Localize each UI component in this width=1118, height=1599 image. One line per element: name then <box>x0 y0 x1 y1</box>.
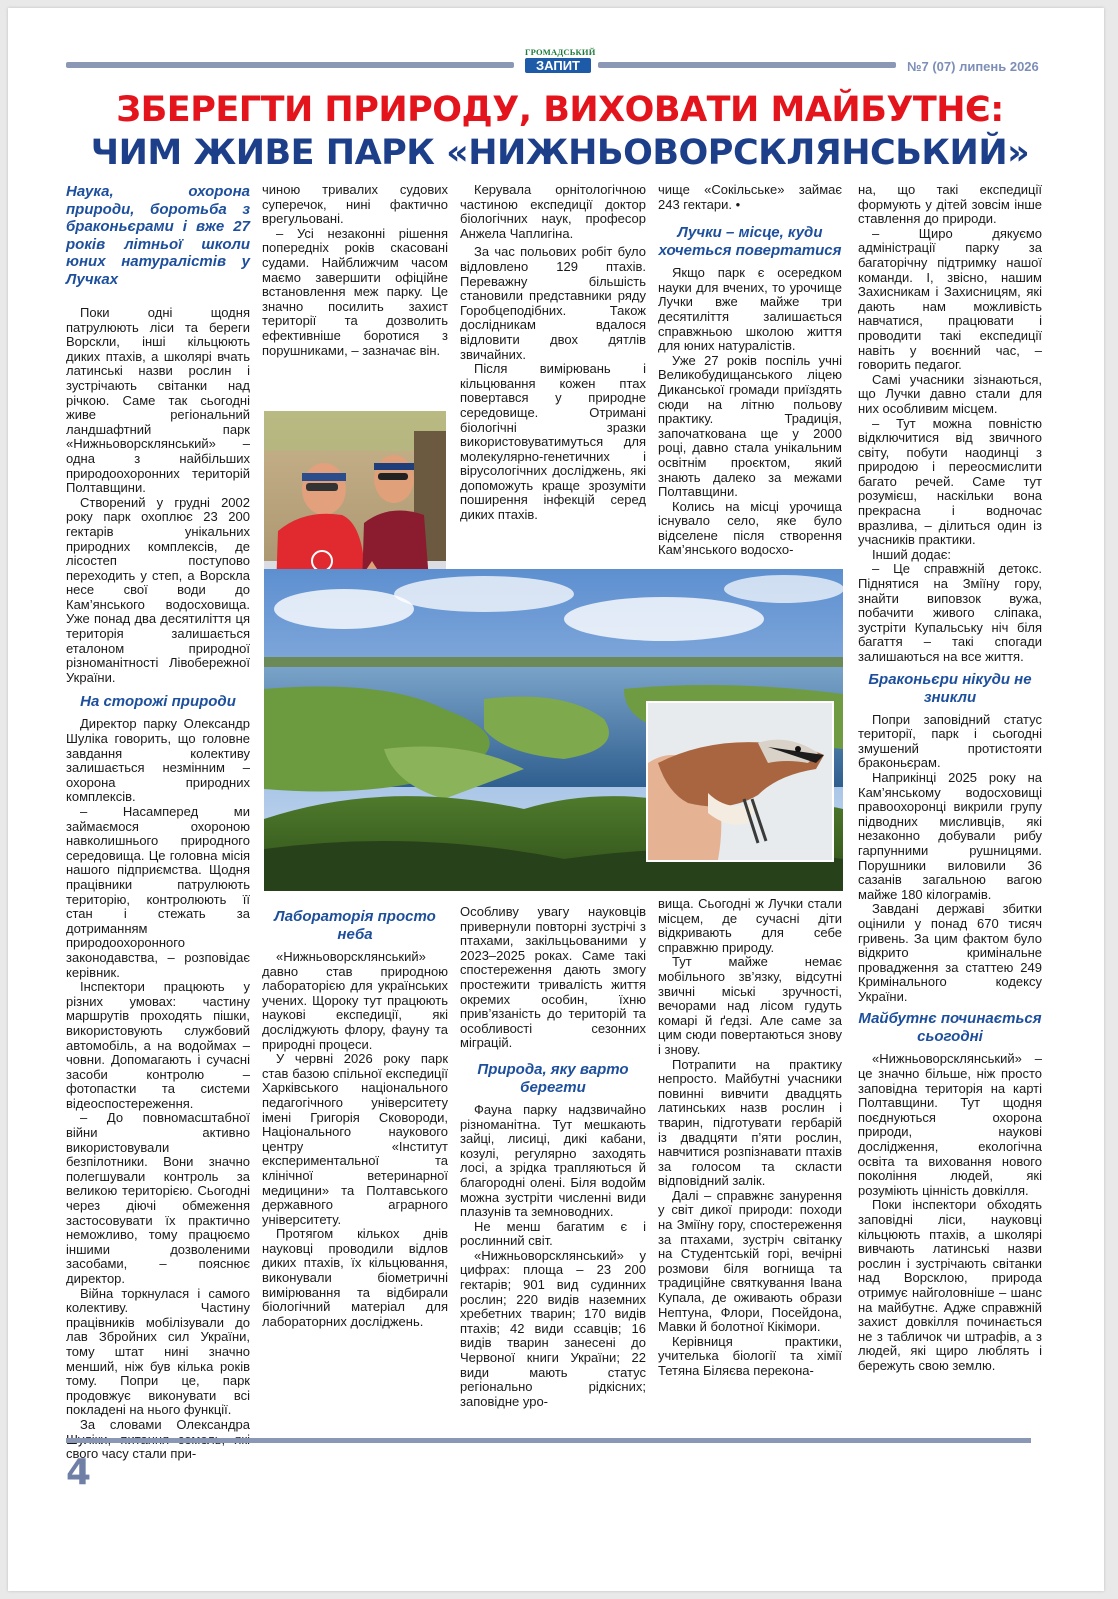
column-5 <box>858 183 1042 1423</box>
paragraph: Колись на місці урочища існувало село, яке було відселене після створення Кам’янського водосхо- <box>658 498 842 558</box>
paragraph: Завдані державі збитки оцінили у понад 670 тисяч гривень. За цим фактом було відкрито кримінальне провадження за статтею 249 Кримінального кодексу України. <box>858 901 1042 1004</box>
paragraph: Попри заповідний статус території, парк і сьогодні змушений протистояти браконьєрам. <box>858 711 1042 771</box>
footer-rule <box>66 1438 1031 1443</box>
page-number: 4 <box>66 1452 92 1493</box>
logo-top-text: ГРОМАДСЬКИЙ <box>525 47 596 57</box>
paragraph: – Насамперед ми займаємося охороною навколишнього природного середовища. Це головна місія нашого підприємства. Щодня працівники патрулюють територію, контролюють її стан і стежать за дотриманням природоохоронного законодавства, – розповідає керівник. <box>66 804 250 980</box>
paragraph: – Усі незаконні рішення попередніх років скасовані судами. Найближчим часом маємо завершити офіційне встановлення меж парку. Це значно посилить захист території та дозволить ефективніше боротися з порушниками, – зазначає він. <box>262 225 448 358</box>
paragraph: на, що такі експедиції формують у дітей зовсім інше ставлення до природи. <box>858 182 1042 227</box>
header-rule-right <box>598 62 896 68</box>
paragraph: Поки одні щодня патрулюють ліси та береги Ворскли, інші кільцюють диких птахів, а школярі вчать латинські назви рослин і зустрічають світанки над річкою. Саме так сьогодні живе регіональний ландшафтний парк «Нижньоворсклянський» – одна з найбільших природоохоронних територій Полтавщини. <box>66 305 250 496</box>
paragraph: «Нижньоворсклянський» – це значно більше, ніж просто заповідна територія на карті Полтавщини. Тут щодня поєднуються охорона природи, наукові дослідження, екологічна освіта та виховання нового покоління людей, які розуміють цінність довкілля. <box>858 1051 1042 1198</box>
paragraph: – Щиро дякуємо адміністрації парку за багаторічну підтримку нашої команди. І, звісно, нашим Захисникам і Захисницям, які дають нам можливість навчатися, працювати і проводити такі експедиції навіть у воєнний час, – говорить педагог. <box>858 225 1042 373</box>
paragraph: вища. Сьогодні ж Лучки стали місцем, де сучасні діти відкривають для себе справжню природу. <box>658 896 842 955</box>
paragraph: – До повномасштабної війни активно використовували безпілотники. Вони значно полегшували контроль за великою територією. Сьогодні через діючі обмеження застосовувати їх практично неможливо, тому працюємо іншими дозволеними засобами, – пояснює директор. <box>66 1110 250 1286</box>
paragraph: Наприкінці 2025 року на Кам’янському водосховищі правоохоронці викрили групу підводних мисливців, які незаконно добували рибу гарпунними рушницями. Порушники виловили 36 сазанів загальною вагою майже 180 кілограмів. <box>858 769 1042 902</box>
paragraph: Інший додає: <box>872 546 951 562</box>
column-3-bottom <box>460 905 646 1425</box>
header-rule-left <box>66 62 514 68</box>
paragraph: Особливу увагу науковців привернули повторні зустрічі з птахами, закільцьованими у 2023–2025 роках. Саме такі спостереження дають змогу простежити тривалість життя окремих особин, їхню прив’язаність до територій та особливості сезонних міграцій. <box>460 904 646 1051</box>
paragraph: Керувала орнітологічною частиною експедиції доктор біологічних наук, професор Анжела Чаплигіна. <box>460 182 646 241</box>
paragraph: – Це справжній детокс. Піднятися на Зміїну гору, знайти виповзок вужа, побачити живого сліпака, зустріти Купальську ніч біля багаття – такі спогади залишаються на все життя. <box>858 561 1042 664</box>
paragraph: «Нижньоворсклянський» у цифрах: площа – 23 200 гектарів; 901 вид судинних рослин; 220 видів наземних хребетних тварин; 170 видів птахів; 42 види ссавців; 16 видів тварин занесені до Червоної книги України; 22 види мають статус регіонально рідкісних; заповідне уро- <box>460 1247 646 1409</box>
paragraph: Потрапити на практику непросто. Майбутні учасники повинні вивчити двадцять латинських назв рослин і тварин, підготувати гербарій із двадцяти п’яти рослин, навчитися розпізнавати птахів за голосом та скласти відповідний залік. <box>658 1056 842 1189</box>
logo-main-text: ЗАПИТ <box>525 58 591 73</box>
paragraph: За час польових робіт було відловлено 129 птахів. Переважну більшість становили представники ряду Горобцеподібних. Також дослідникам вдалося відловити двох дятлів звичайних. <box>460 244 646 362</box>
paragraph: Не менш багатим є і рослинний світ. <box>460 1218 646 1249</box>
column-2-top <box>262 183 448 405</box>
subheading: Майбутнє починається сьогодні <box>858 1010 1042 1046</box>
paragraph: Поки інспектори обходять заповідні ліси, науковці кільцюють птахів, а школярі вивчають латинські назви рослин і зустрічають світанки над Ворсклою, природа отримує найголовніше – шанс на майбутнє. Адже справжній захист довкілля починається не з табличок чи штрафів, а з людей, які щиро люблять і бережуть свою землю. <box>858 1197 1042 1373</box>
subheading: Природа, яку варто берегти <box>477 1060 629 1096</box>
bird-in-hand-photo <box>646 701 834 862</box>
headline-line-1: ЗБЕРЕГТИ ПРИРОДУ, ВИХОВАТИ МАЙБУТНЄ: <box>116 90 1004 130</box>
paragraph: У червні 2026 року парк став базою спільної експедиції Харківського національного педагогічного університету імені Григорія Сковороди, Національного наукового центру «Інститут експериментальної та клінічної ветеринарної медицини» та Полтавського державного аграрного університету. <box>262 1051 448 1227</box>
headline-line-2: ЧИМ ЖИВЕ ПАРК «НИЖНЬОВОРСКЛЯНСЬКИЙ» <box>90 133 1030 173</box>
column-4-top <box>658 183 842 557</box>
paragraph: «Нижньоворсклянський» давно став природною лабораторією для українських учених. Щороку тут працюють наукові експедиції, які досліджують флору, фауну та природні процеси. <box>262 949 448 1052</box>
paragraph: Протягом кількох днів науковці проводили відлов диких птахів, їх кільцювання, виконували біометричні вимірювання та відбирали біологічний матеріал для лабораторних досліджень. <box>262 1226 448 1329</box>
paragraph: Фауна парку надзвичайно різноманітна. Тут мешкають зайці, лисиці, дикі кабани, козулі, регулярно заходять лосі, а зрідка трапляються й благородні олені. Біля водойм можна зустріти численні види плазунів та земноводних. <box>460 1101 646 1220</box>
paragraph: Далі – справжнє занурення у світ дикої природи: походи на Зміїну гору, спостереження за птахами, зустріч світанку на Студентській горі, вечірні розмови біля вогнища та традиційне святкування Івана Купала, де оживають образи Нептуна, Флори, Посейдона, Мавки й болотної Кікімори. <box>658 1187 842 1335</box>
paragraph: Інспектори працюють у різних умовах: частину маршрутів проходять пішки, використовують службовий автомобіль, а на водоймах – човни. Допомагають і сучасні засоби контролю – фотопастки та системи відеоспостереження. <box>66 979 250 1111</box>
subheading: Лабораторія просто неба <box>274 908 436 943</box>
paragraph: Самі учасники зізнаються, що Лучки давно стали для них особливим місцем. <box>858 371 1042 416</box>
subheading: Браконьєри нікуди не зникли <box>868 670 1032 706</box>
paragraph: Керівниця практики, учителька біології та хімії Тетяна Біляєва переконa- <box>658 1333 842 1378</box>
column-2-bottom <box>262 905 448 1425</box>
issue-label: №7 (07) липень 2026 <box>907 59 1039 74</box>
subheading: Лучки – місце, куди хочеться повертатися <box>658 224 842 260</box>
paragraph: Якщо парк є осередком науки для вчених, то урочище Лучки вже майже три десятиліття залишається справжньою школою життя для юних натуралістів. <box>658 265 842 354</box>
paragraph: чище «Сокільське» займає 243 гектари. • <box>658 182 842 212</box>
paragraph: – Тут можна повністю відключитися від звичного світу, побути наодинці з природою і переосмислити багато речей. Саме тут розумієш, наскільки вона прекрасна і водночас вразлива, – ділиться один із учасників практики. <box>858 415 1042 548</box>
lead-text: Наука, охорона природи, боротьба з браконьєрами і вже 27 років літньої школи юних натуралістів у Лучках <box>66 183 250 288</box>
paragraph: Тут майже немає мобільного зв’язку, відсутні звичні міські зручності, вечорами над лісом гудуть комарі й ґедзі. Але саме за цим сюди повертаються знову і знову. <box>658 954 842 1057</box>
paragraph: Уже 27 років поспіль учні Великобудищанського ліцею Диканської громади приїздять сюди на літню польову практику. Традиція, започаткована ще у 2000 році, давно стала унікальним освітнім проєктом, який знають далеко за межами Полтавщини. <box>658 352 842 500</box>
column-1 <box>66 183 250 1462</box>
paragraph: Створений у грудні 2002 року парк охоплює 23 200 гектарів унікальних природних комплексів, де лісостеп поступово переходить у степ, а Ворскла несе свої води до Кам’янського водосховища. Уже понад два десятиліття ця територія залишається еталоном природної різноманітності Лівобережної України. <box>66 494 250 685</box>
paragraph: чиною тривалих судових суперечок, нині фактично врегульовані. <box>262 182 448 227</box>
paragraph: Війна торкнулася і самого колективу. Частину працівників мобілізували до лав Збройних сил України, тому штат нині значно менший, ніж був кілька років тому. Попри це, парк продовжує виконувати всі покладені на нього функції. <box>66 1285 250 1418</box>
column-4-bottom <box>658 897 842 1425</box>
paragraph: Директор парку Олександр Шуліка говорить, що головне завдання колективу залишається незмінним – охорона природних комплексів. <box>66 716 250 805</box>
newspaper-logo <box>525 47 596 74</box>
subheading: На сторожі природи <box>80 693 236 711</box>
paragraph: Після вимірювань і кільцювання кожен птах повертався у природне середовище. Отримані біологічні зразки використовуватимуться для молекулярно-генетичних і вірусологічних досліджень, які допоможуть краще зрозуміти поширення інфекцій серед диких птахів. <box>460 361 646 523</box>
column-3-top <box>460 183 646 553</box>
paragraph: За словами Олександра свого часу стали при- <box>66 1416 250 1462</box>
